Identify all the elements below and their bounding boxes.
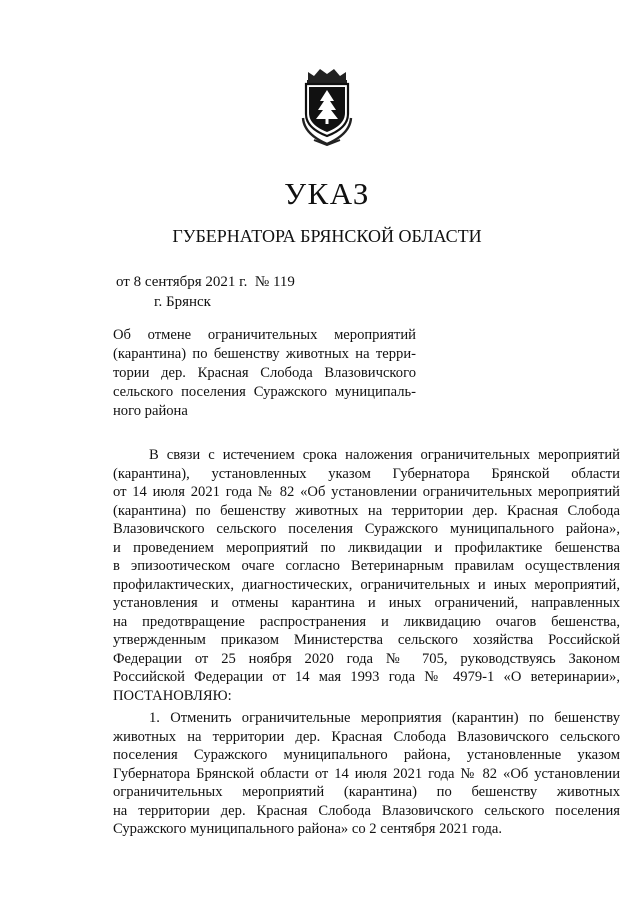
paragraph-line: Суражского муниципального района» со 2 сентября 2021 года. bbox=[113, 821, 503, 837]
document-subtitle: ГУБЕРНАТОРА БРЯНСКОЙ ОБЛАСТИ bbox=[172, 226, 482, 246]
heading-line: ного района bbox=[113, 403, 188, 419]
paragraph-line: поселения Суражского муниципального района, установленные указом bbox=[113, 747, 620, 763]
paragraph-line: ПОСТАНОВЛЯЮ: bbox=[113, 687, 232, 704]
paragraph-line: животных на территории дер. Красная Слобода Влазовичского сельского bbox=[113, 728, 620, 745]
document-title: УКАЗ bbox=[284, 176, 370, 211]
paragraph-line: В связи с истечением срока наложения ограничительных мероприятий bbox=[149, 447, 620, 463]
coat-of-arms-emblem bbox=[300, 68, 354, 146]
paragraph-line: 1. Отменить ограничительные мероприятия (карантин) по бешенству bbox=[149, 710, 620, 726]
heading-line: тории дер. Красная Слобода Влазовичского bbox=[113, 365, 416, 381]
decree-heading bbox=[113, 326, 416, 421]
paragraph-line: Влазовичского сельского поселения Суражского муниципального района», bbox=[113, 521, 620, 537]
clause-1-paragraph bbox=[113, 709, 620, 839]
paragraph-line: (карантина) по бешенству животных на территории дер. Красная Слобода bbox=[113, 502, 620, 519]
paragraph-line: (карантина), установленных указом Губернатора Брянской области bbox=[113, 465, 620, 482]
paragraph-line: на территории дер. Красная Слобода Влазовичского сельского поселения bbox=[113, 802, 620, 819]
paragraph-line: Российской Федерации от 14 мая 1993 года № 4979-1 «О ветеринарии», bbox=[113, 669, 620, 685]
heading-line: (карантина) по бешенству животных на терри- bbox=[113, 346, 416, 362]
coat-of-arms-icon bbox=[300, 68, 354, 146]
paragraph-line: от 14 июля 2021 года № 82 «Об установлении ограничительных мероприятий bbox=[113, 484, 620, 500]
paragraph-line: Губернатора Брянской области от 14 июля 2021 года № 82 «Об установлении bbox=[113, 765, 620, 782]
paragraph-line: установления и отмены карантина и иных ограничений, направленных bbox=[113, 595, 620, 611]
heading-line: сельского поселения Суражского муниципаль- bbox=[113, 384, 416, 400]
preamble-paragraph bbox=[113, 446, 620, 705]
paragraph-line: Федерации от 25 ноября 2020 года № 705, руководствуясь Законом bbox=[113, 650, 620, 667]
paragraph-line: в эпизоотическом очаге согласно Ветеринарным правилам осуществления bbox=[113, 558, 620, 574]
paragraph-line: утвержденным приказом Министерства сельского хозяйства Российской bbox=[113, 632, 620, 648]
decree-city: г. Брянск bbox=[154, 294, 211, 310]
decree-date-number: от 8 сентября 2021 г. № 119 bbox=[116, 274, 295, 290]
heading-line: Об отмене ограничительных мероприятий bbox=[113, 327, 416, 343]
paragraph-line: ограничительных мероприятий (карантина) по бешенству животных bbox=[113, 784, 620, 800]
paragraph-line: и проведением мероприятий по ликвидации и профилактике бешенства bbox=[113, 539, 620, 556]
paragraph-line: на предотвращение распространения и ликвидацию очагов бешенства, bbox=[113, 613, 620, 630]
paragraph-line: профилактических, диагностических, ограничительных и иных мероприятий, bbox=[113, 576, 620, 593]
